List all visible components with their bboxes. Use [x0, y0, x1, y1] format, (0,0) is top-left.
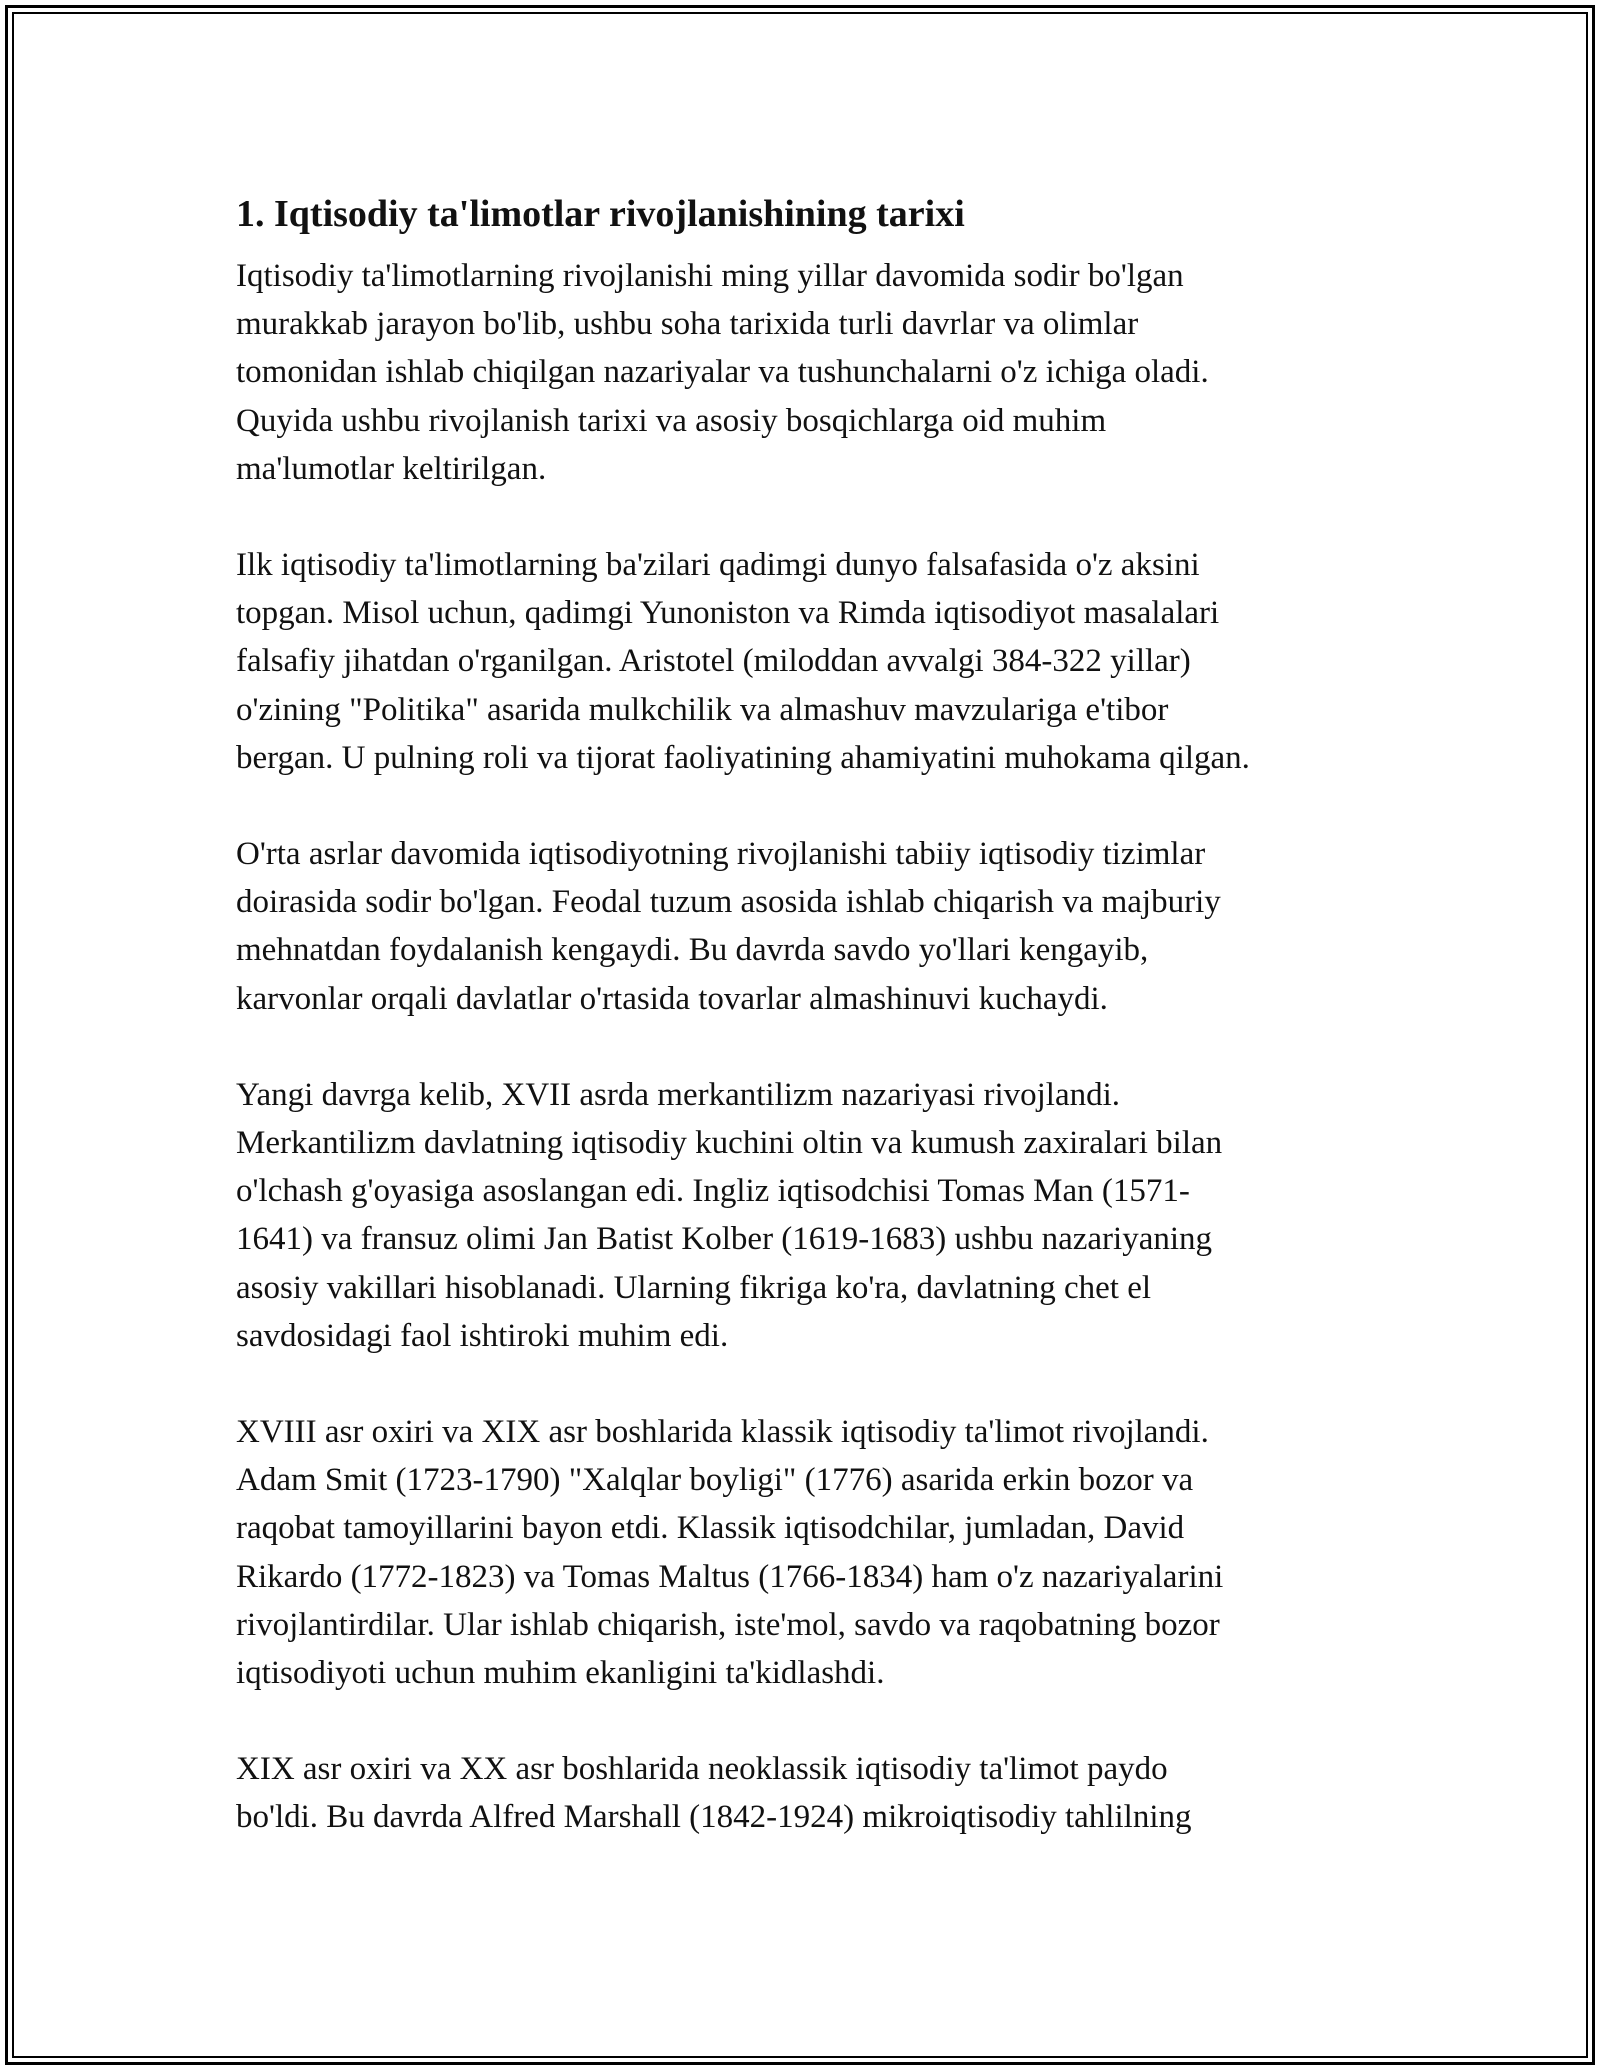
paragraph-ancient-world: Ilk iqtisodiy ta'limotlarning ba'zilari qadimgi dunyo falsafasida o'z aksini topgan. Misol uchun, qadimgi Yunoniston va Rimda iqtisodiyot masalalari falsafiy jihatdan o'rganilgan. Aristotel (miloddan avvalgi 384-322 yillar) o'zining "Politika" asarida mulkchilik va almashuv mavzulariga e'tibor bergan. U pulning roli va tijorat faoliyatining ahamiyatini muhokama qilgan.	[236, 547, 1250, 776]
section-title: 1. Iqtisodiy ta'limotlar rivojlanishining tarixi	[236, 193, 965, 235]
document-body	[236, 188, 1376, 1890]
paragraph-middle-ages: O'rta asrlar davomida iqtisodiyotning rivojlanishi tabiiy iqtisodiy tizimlar doirasida sodir bo'lgan. Feodal tuzum asosida ishlab chiqarish va majburiy mehnatdan foydalanish kengaydi. Bu davrda savdo yo'llari kengayib, karvonlar orqali davlatlar o'rtasida tovarlar almashinuvi kuchaydi.	[236, 836, 1221, 1017]
paragraph-neoclassical-economics: XIX asr oxiri va XX asr boshlarida neoklassik iqtisodiy ta'limot paydo bo'ldi. Bu davrda Alfred Marshall (1842-1924) mikroiqtisodiy tahlilning	[236, 1751, 1192, 1836]
paragraph-mercantilism: Yangi davrga kelib, XVII asrda merkantilizm nazariyasi rivojlandi. Merkantilizm davlatning iqtisodiy kuchini oltin va kumush zaxiralari bilan o'lchash g'oyasiga asoslangan edi. Ingliz iqtisodchisi Tomas Man (1571- 1641) va fransuz olimi Jan Batist Kolber (1619-1683) ushbu nazariyaning asosiy vakillari hisoblanadi. Ularning fikriga ko'ra, davlatning chet el savdosidagi faol ishtiroki muhim edi.	[236, 1076, 1223, 1354]
paragraph-classical-economics: XVIII asr oxiri va XIX asr boshlarida klassik iqtisodiy ta'limot rivojlandi. Adam Smit (1723-1790) "Xalqlar boyligi" (1776) asarida erkin bozor va raqobat tamoyillarini bayon etdi. Klassik iqtisodchilar, jumladan, David Rikardo (1772-1823) va Tomas Maltus (1766-1834) ham o'z nazariyalarini rivojlantirdilar. Ular ishlab chiqarish, iste'mol, savdo va raqobatning bozor iqtisodiyoti uchun muhim ekanligini ta'kidlashdi.	[236, 1414, 1224, 1692]
paragraph-intro: Iqtisodiy ta'limotlarning rivojlanishi ming yillar davomida sodir bo'lgan murakkab jarayon bo'lib, ushbu soha tarixida turli davrlar va olimlar tomonidan ishlab chiqilgan nazariyalar va tushunchalarni o'z ichiga oladi. Quyida ushbu rivojlanish tarixi va asosiy bosqichlarga oid muhim ma'lumotlar keltirilgan.	[236, 258, 1209, 487]
